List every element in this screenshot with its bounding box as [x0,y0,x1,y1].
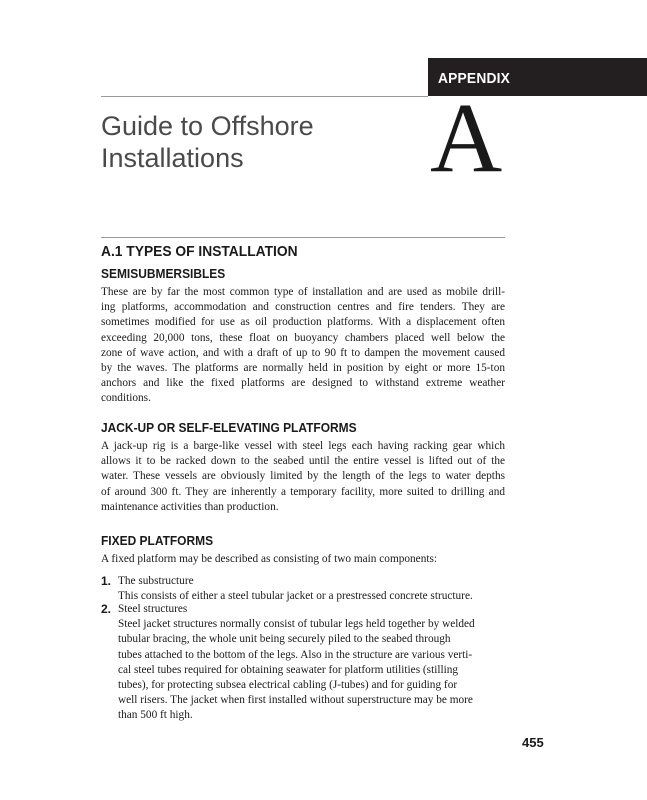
list-item-body-line: cal steel tubes required for obtaining seawater for platform utilities (stilling [118,663,459,676]
subheading-fixed-platforms: FIXED PLATFORMS [101,533,214,548]
paragraph-line: of around 300 ft. They are inherently a temporary facility, more suited to drilling and [101,485,505,498]
list-number: 1. [101,574,112,588]
paragraph-semisubmersibles [101,285,505,407]
chapter-title-line: Installations [101,143,244,173]
section-title: A.1 TYPES OF INSTALLATION [101,243,298,260]
list-item-body-line: tubular bracing, the whole unit being securely piled to the seabed through [118,633,451,646]
paragraph-line: anchors and like the fixed platforms are designed to withstand extreme weather [101,377,505,390]
paragraph-jackup [101,439,505,515]
paragraph-line: exceeding 20,000 tons, these float on buoyancy chambers placed well below the [101,331,505,344]
page-number: 455 [522,735,544,750]
section-rule [101,237,505,238]
list-item-body-line: well risers. The jacket when first installed without superstructure may be more [118,694,473,707]
paragraph-fixed-intro [101,552,505,567]
paragraph-line: sometimes modified for use as oil production platforms. With a displacement often [101,316,505,329]
paragraph-line: by the waves. The platforms are normally held in position by eight or more 15-ton [101,362,505,375]
paragraph-line: A fixed platform may be described as consisting of two main components: [101,553,438,565]
list-item-body-line: than 500 ft high. [118,709,193,722]
list-item-body-line: Steel jacket structures normally consist of tubular legs held together by welded [118,618,475,631]
subheading-jackup: JACK-UP OR SELF-ELEVATING PLATFORMS [101,420,357,435]
chapter-title [101,110,401,174]
paragraph-line: ing platforms, accommodation and construction centres and fire tenders. They are [101,301,505,314]
list-item-title: Steel structures [118,603,188,615]
paragraph-line: zone of wave action, and with a draft of up to 90 ft to dampen the movement caused [101,346,505,359]
subheading-semisubmersibles: SEMISUBMERSIBLES [101,266,226,281]
paragraph-line: A jack-up rig is a barge-like vessel with steel legs each having racking gear which [101,440,505,452]
appendix-label: APPENDIX [438,70,511,87]
paragraph-line: These are by far the most common type of installation and are used as mobile drill- [101,286,505,298]
chapter-title-line: Guide to Offshore [101,111,314,141]
chapter-letter: A [430,82,503,193]
list-item-body-line: tubes), for protecting subsea electrical cabling (J-tubes) and for guiding for [118,679,458,692]
list-item-title: The substructure [118,575,194,587]
list-item-body-line: tubes attached to the bottom of the legs. Also in the structure are various verti- [118,648,473,661]
list-item-steel-structures [118,602,504,724]
list-item-body: This consists of either a steel tubular jacket or a prestressed concrete structure. [118,590,473,603]
list-item-substructure [118,574,504,604]
header-rule [101,96,428,97]
list-number: 2. [101,602,112,616]
paragraph-line: conditions. [101,392,151,405]
paragraph-line: water. These vessels are obviously limited by the length of the legs to water depths [101,470,505,483]
paragraph-line: maintenance activities than production. [101,500,279,513]
paragraph-line: allows it to be racked down to the seabed until the entire vessel is lifted out of the [101,455,505,468]
